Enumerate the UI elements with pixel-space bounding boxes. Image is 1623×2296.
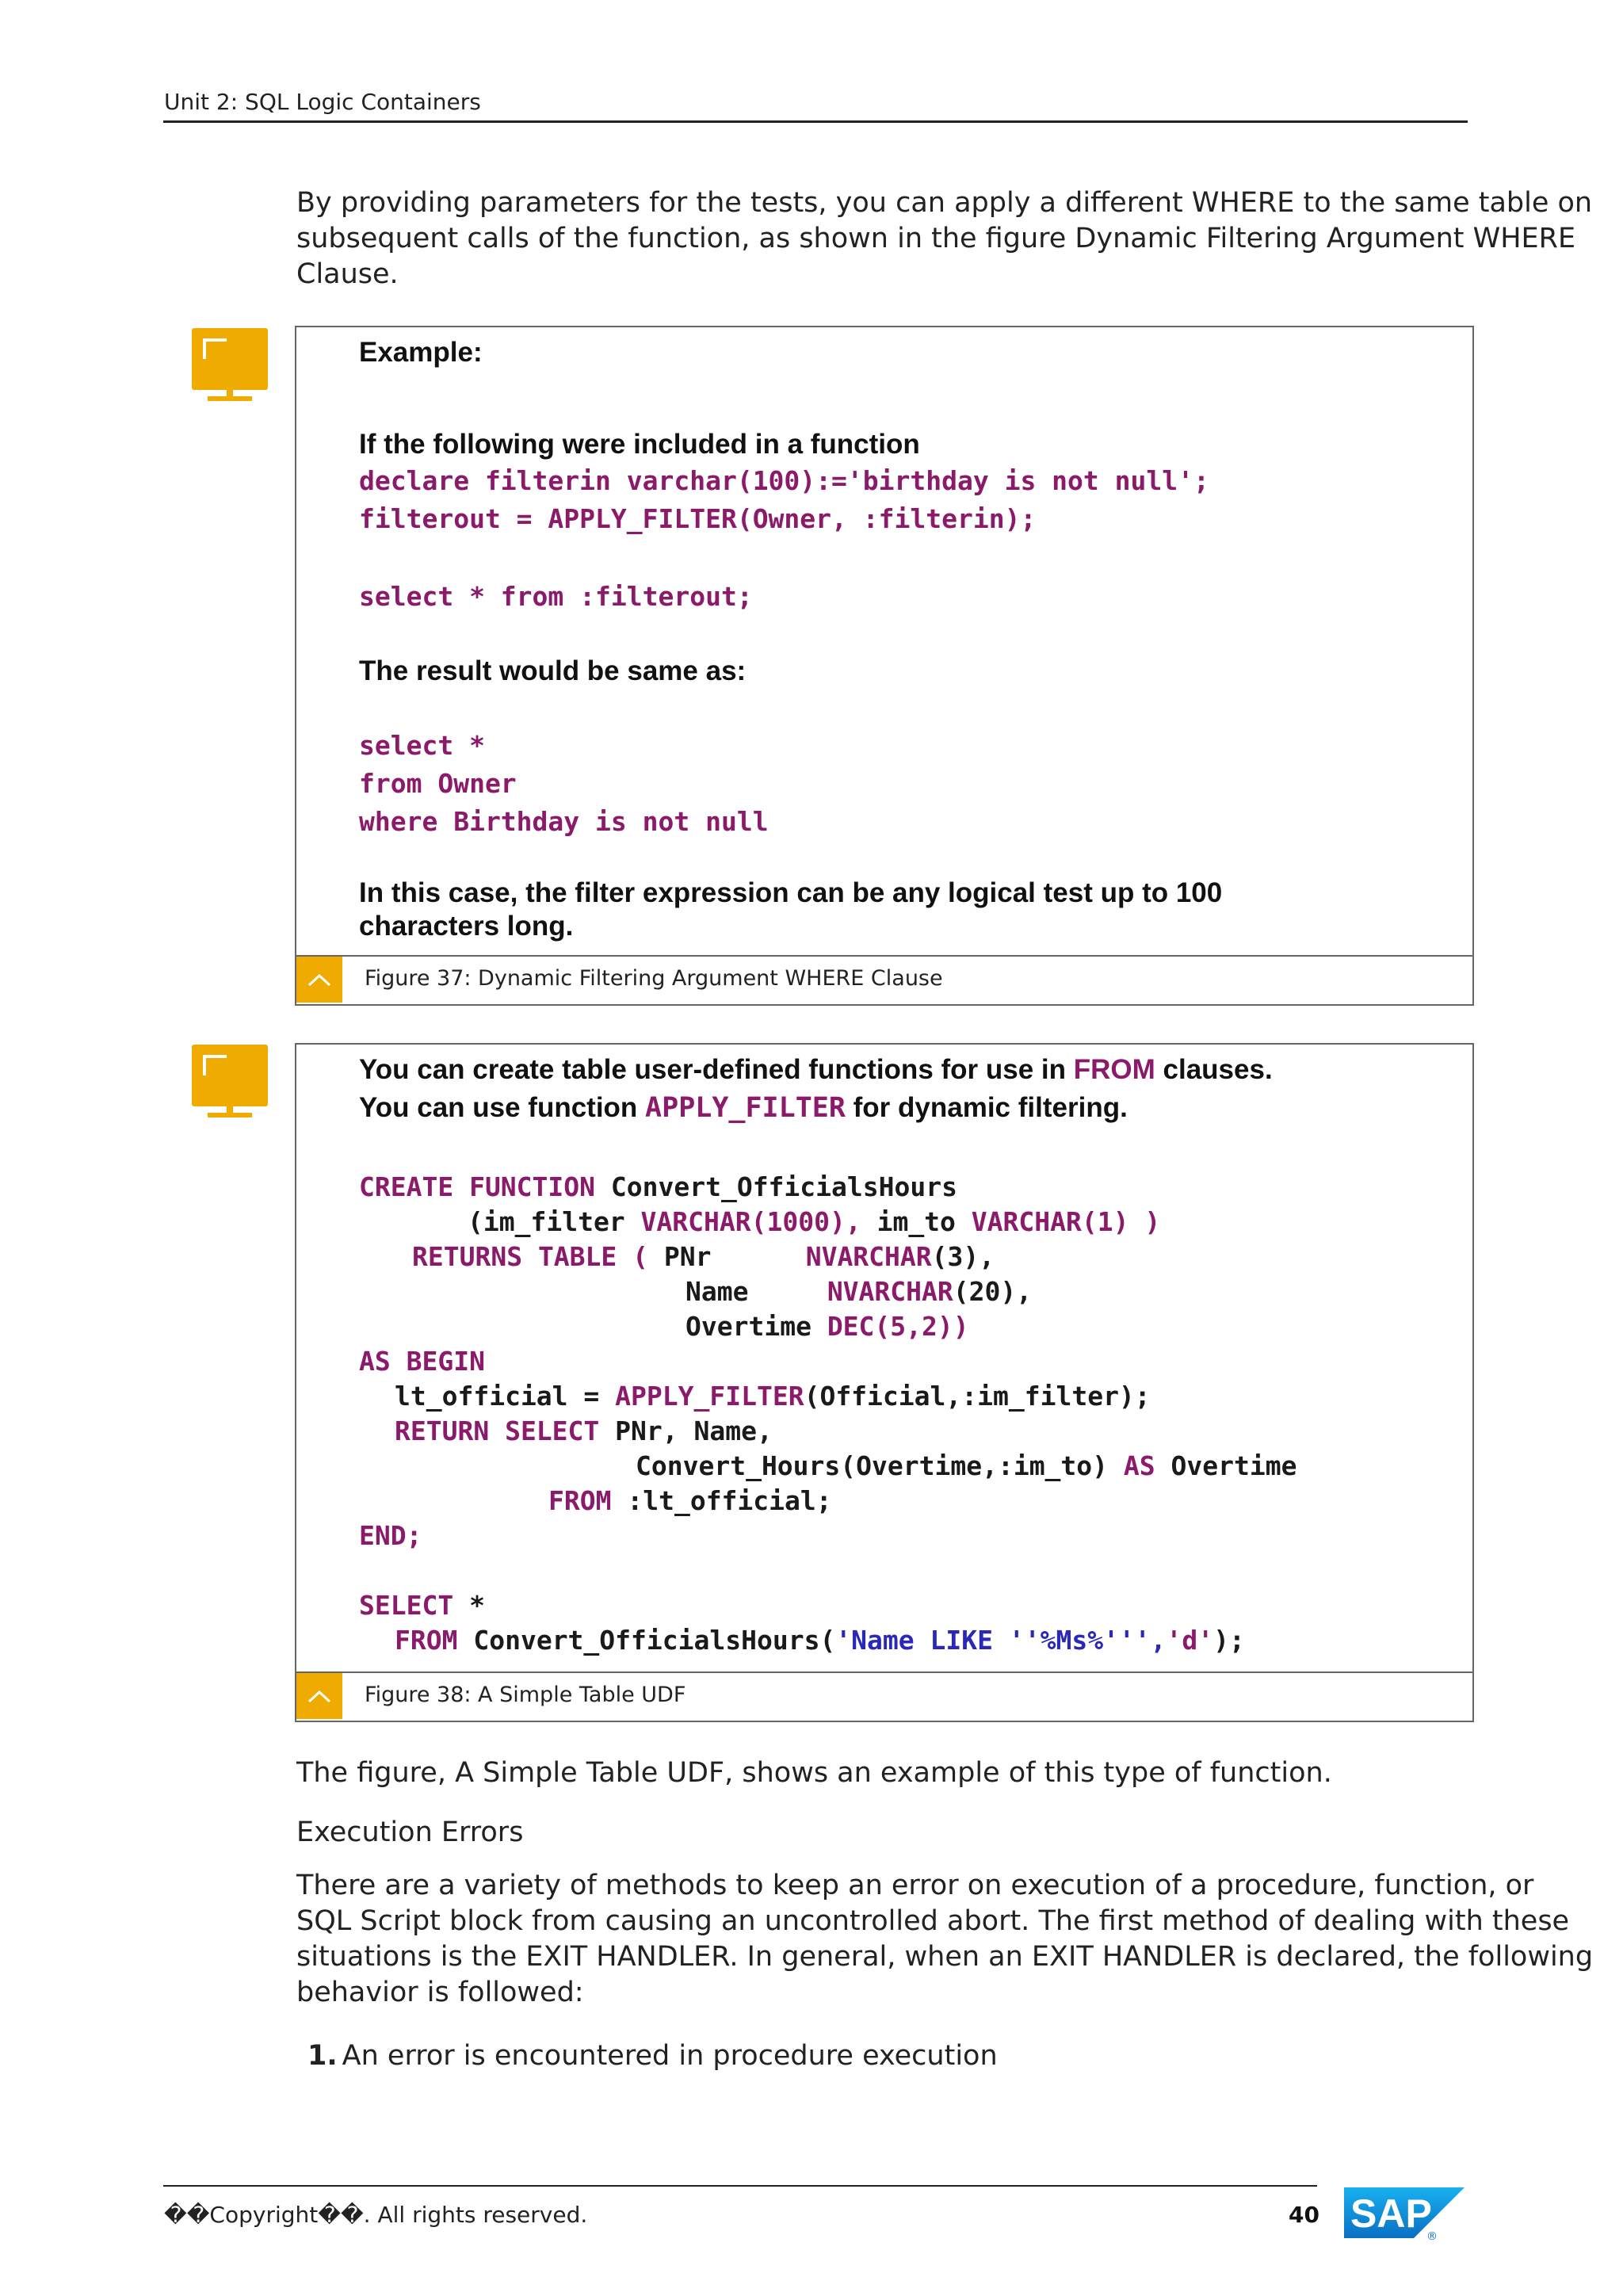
- code-line: declare filterin varchar(100):='birthday is not null';: [359, 465, 1209, 496]
- collapse-figure-button[interactable]: [296, 1673, 342, 1719]
- code-line: RETURNS TABLE ( PNr NVARCHAR(3),: [412, 1241, 995, 1272]
- code-line: select *: [359, 730, 485, 761]
- code-line: Overtime DEC(5,2)): [685, 1311, 969, 1342]
- section-heading: Execution Errors: [296, 1817, 524, 1848]
- svg-text:®: ®: [1426, 2230, 1438, 2241]
- result-label: The result would be same as:: [359, 655, 747, 686]
- example-intro-line: If the following were included in a function: [359, 429, 920, 460]
- code-line: END;: [359, 1520, 422, 1551]
- intro-paragraph: By providing parameters for the tests, you can apply a different WHERE to the same table on subsequent calls of the function, as shown in the figure Dynamic Filtering Argument WHERE Clause.: [296, 187, 1593, 290]
- code-line: FROM :lt_official;: [548, 1485, 832, 1516]
- code-line: Name NVARCHAR(20),: [685, 1276, 1033, 1307]
- svg-text:SAP: SAP: [1350, 2191, 1432, 2236]
- code-line: (im_filter VARCHAR(1000), im_to VARCHAR(1) ): [468, 1206, 1161, 1237]
- collapse-figure-button[interactable]: [296, 957, 342, 1003]
- intro-line: You can use function APPLY_FILTER for dynamic filtering.: [359, 1092, 1128, 1124]
- figure-37: [295, 326, 1474, 1006]
- intro-line: You can create table user-defined functions for use in FROM clauses.: [359, 1054, 1273, 1085]
- code-line: select * from :filterout;: [359, 581, 753, 612]
- figure-37-caption: Figure 37: Dynamic Filtering Argument WHERE Clause: [365, 966, 943, 991]
- figure-reference-paragraph: The figure, A Simple Table UDF, shows an example of this type of function.: [296, 1757, 1332, 1789]
- example-heading: Example:: [359, 337, 483, 368]
- code-line: FROM Convert_OfficialsHours('Name LIKE ''%Ms%''','d');: [395, 1625, 1245, 1656]
- presentation-screen-icon: [192, 328, 268, 403]
- footer-divider: [163, 2185, 1317, 2187]
- chevron-up-icon: [307, 1688, 332, 1704]
- page-header-title: Unit 2: SQL Logic Containers: [164, 89, 481, 115]
- page-number: 40: [1289, 2202, 1319, 2228]
- code-line: SELECT *: [359, 1590, 485, 1621]
- code-line: lt_official = APPLY_FILTER(Official,:im_filter);: [395, 1381, 1151, 1412]
- figure-38: [295, 1043, 1474, 1722]
- code-line: AS BEGIN: [359, 1346, 485, 1377]
- code-line: Convert_Hours(Overtime,:im_to) AS Overtime: [636, 1450, 1297, 1481]
- body-paragraph: There are a variety of methods to keep an error on execution of a procedure, function, or SQL Script block from causing an uncontrolled abort. The first method of dealing with these situations is the EXIT HANDLER. In general, when an EXIT HANDLER is declared, the following behavior is followed:: [296, 1870, 1594, 2008]
- figure-38-caption: Figure 38: A Simple Table UDF: [365, 1683, 686, 1707]
- code-line: RETURN SELECT PNr, Name,: [395, 1415, 773, 1446]
- header-divider: [163, 120, 1468, 123]
- chevron-up-icon: [307, 972, 332, 988]
- code-line: from Owner: [359, 768, 517, 799]
- sap-logo-icon: [1344, 2183, 1465, 2241]
- list-item: [307, 2038, 1607, 2074]
- note-line: In this case, the filter expression can be any logical test up to 100: [359, 877, 1223, 908]
- presentation-screen-icon: [192, 1045, 268, 1119]
- copyright-notice: ��Copyright��. All rights reserved.: [164, 2202, 588, 2228]
- figure-38-caption-row: [296, 1671, 1472, 1721]
- note-line: characters long.: [359, 911, 574, 942]
- list-number: 1.: [307, 2040, 338, 2072]
- code-line: filterout = APPLY_FILTER(Owner, :filterin);: [359, 503, 1037, 534]
- code-line: where Birthday is not null: [359, 806, 769, 837]
- code-line: CREATE FUNCTION Convert_OfficialsHours: [359, 1171, 957, 1202]
- figure-37-caption-row: [296, 955, 1472, 1004]
- list-text: An error is encountered in procedure execution: [342, 2040, 998, 2072]
